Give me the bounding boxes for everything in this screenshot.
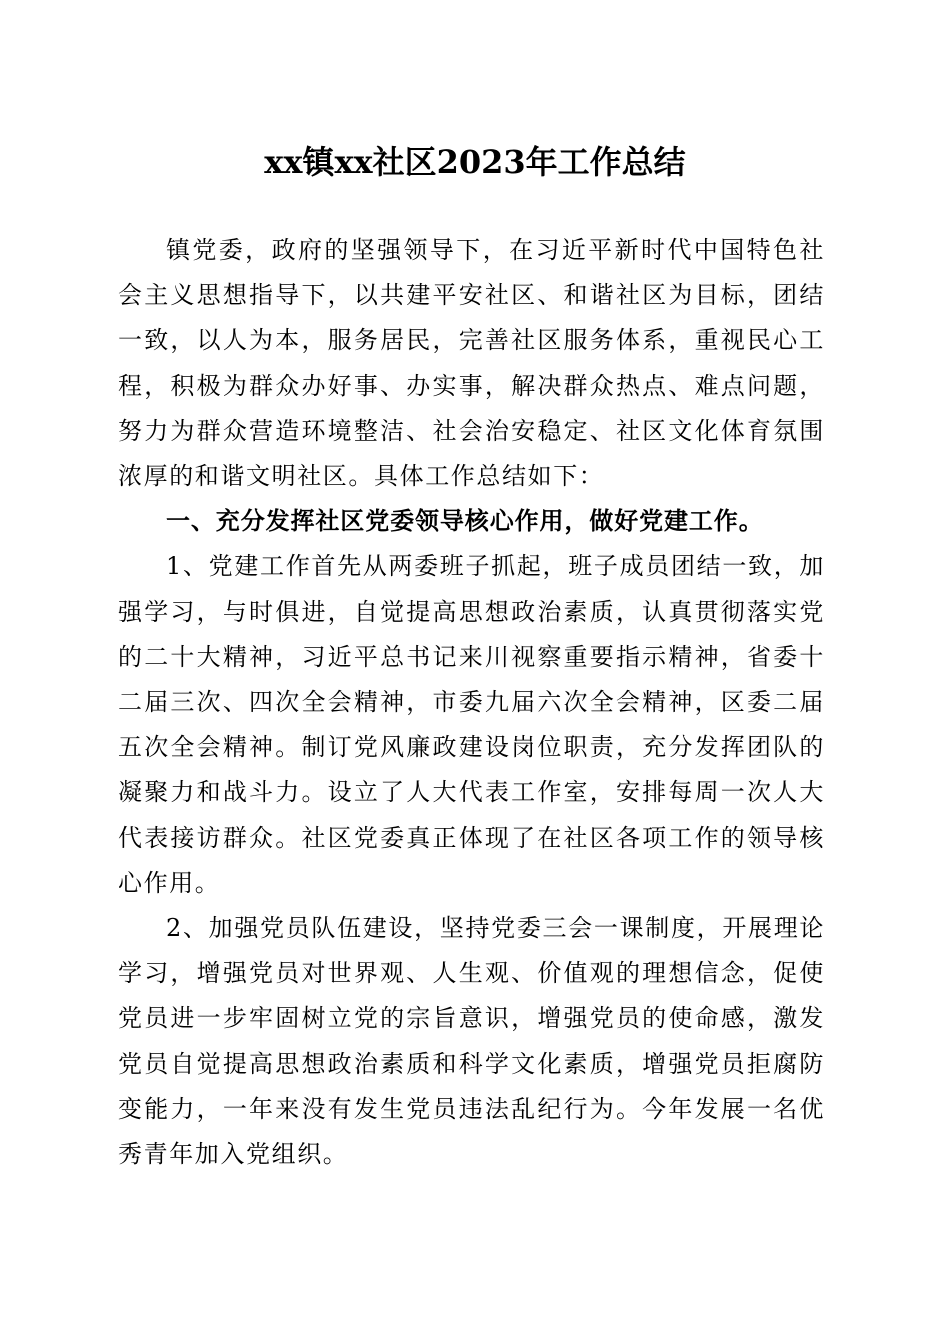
intro-paragraph: 镇党委，政府的坚强领导下，在习近平新时代中国特色社会主义思想指导下，以共建平安社区、和谐社区为目标，团结一致，以人为本，服务居民，完善社区服务体系，重视民心工程，积极为群众办好事、办实事，解决群众热点、难点问题，努力为群众营造环境整洁、社会治安稳定、社区文化体育氛围浓厚的和谐文明社区。具体工作总结如下： <box>118 236 825 491</box>
body-paragraph: 1、党建工作首先从两委班子抓起，班子成员团结一致，加强学习，与时俱进，自觉提高思想政治素质，认真贯彻落实党的二十大精神，习近平总书记来川视察重要指示精神，省委十二届三次、四次全会精神，市委九届六次全会精神，区委二届五次全会精神。制订党风廉政建设岗位职责，充分发挥团队的凝聚力和战斗力。设立了人大代表工作室，安排每周一次人大代表接访群众。社区党委真正体现了在社区各项工作的领导核心作用。 <box>118 552 825 897</box>
section-heading: 一、充分发挥社区党委领导核心作用，做好党建工作。 <box>166 507 764 536</box>
body-paragraph: 2、加强党员队伍建设，坚持党委三会一课制度，开展理论学习，增强党员对世界观、人生观、价值观的理想信念，促使党员进一步牢固树立党的宗旨意识，增强党员的使命感，激发党员自觉提高思想政治素质和科学文化素质，增强党员拒腐防变能力，一年来没有发生党员违法乱纪行为。今年发展一名优秀青年加入党组织。 <box>118 914 825 1169</box>
document-body <box>118 228 825 1177</box>
document-title: xx镇xx社区2023年工作总结 <box>264 143 686 181</box>
